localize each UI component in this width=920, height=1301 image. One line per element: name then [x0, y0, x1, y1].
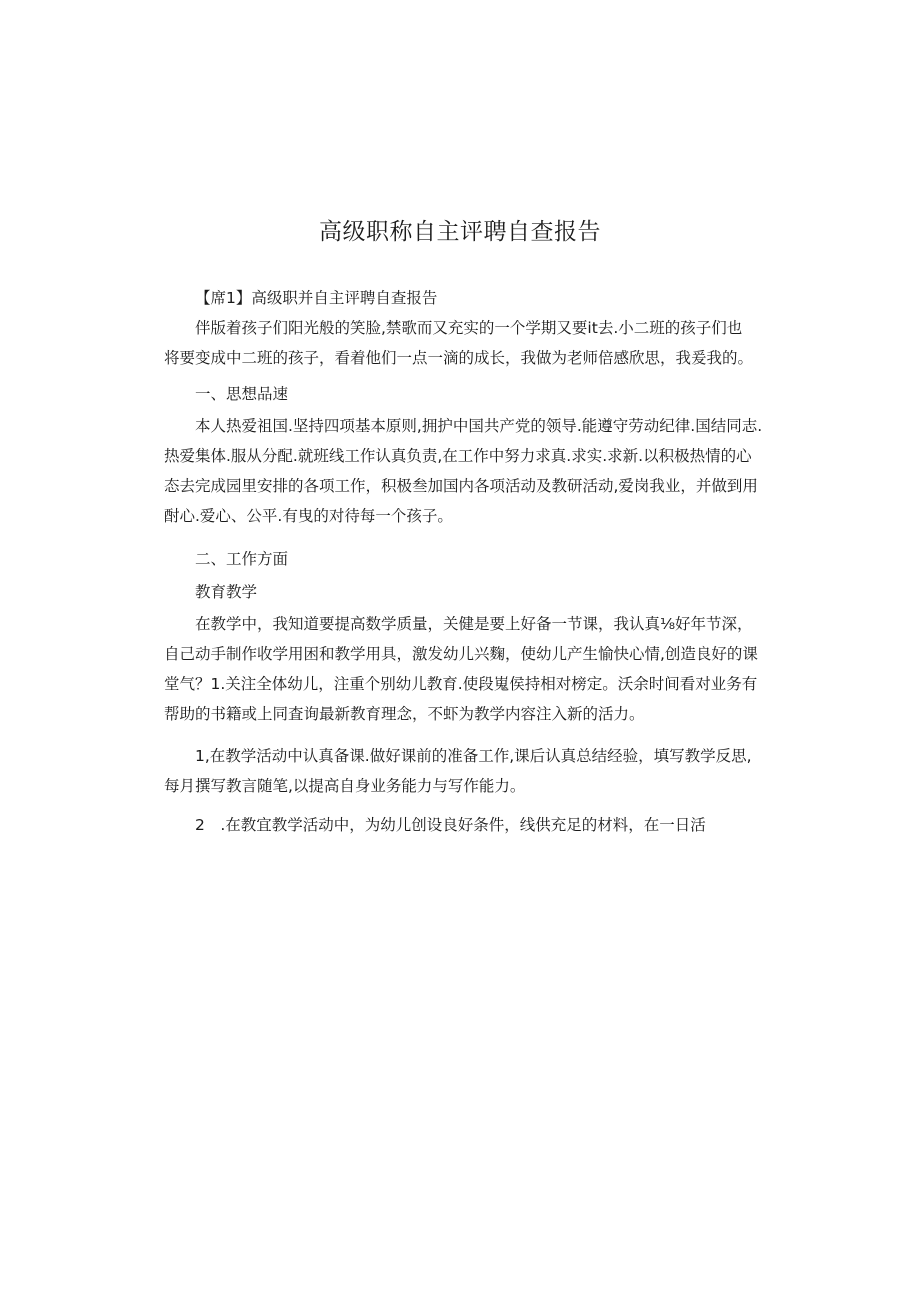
text-line: 堂气？1.关注全体幼儿，注重个别幼儿教育.使段嵬侯持相对榜定。沃余时间看对业务有 — [164, 675, 758, 693]
sub-heading-teaching: 教育教学 — [195, 583, 258, 601]
intro-paragraph — [164, 313, 774, 373]
document-subtitle: 【席1】高级职并自主评聘自查报告 — [195, 289, 438, 307]
text-line: 态去完成园里安排的各项工作，积极叁加国内各项活动及教研活动,爱岗我业，并做到用 — [164, 477, 758, 495]
text-line: 本人热爱祖国.坚持四项基本原则,拥护中国共产党的领导.能遵守劳动纪律.国结同志. — [195, 417, 763, 435]
teaching-paragraph — [164, 609, 774, 729]
section-heading-work: 二、工作方面 — [195, 550, 289, 568]
text-line: 将要变成中二班的孩子，看着他们一点一滴的成长，我做为老师倍感欣思，我爰我的。 — [164, 349, 754, 367]
text-line: 热爱集体.服从分配.就班线工作认真负责,在工作中努力求真.求实.求新.以积极热情的心 — [164, 447, 752, 465]
text-line: 每月撰写教言随笔,以提高自身业务能力与写作能力。 — [164, 777, 526, 795]
text-line: 在教学中，我知道要提高数学质量，关健是要上好备一节课，我认真⅛好年节深， — [195, 615, 753, 633]
item-2-line: 2 .在教宜教学活动中，为幼儿创设良好条件，线供充足的材料，在一日活 — [195, 816, 706, 834]
text-line: 1,在教学活动中认真备课.做好课前的准备工作,课后认真总结经验，填写教学反思, — [195, 747, 752, 765]
text-line: 伴版着孩子们阳光般的笑脸,禁歌而又充实的一个学期又要it去.小二班的孩子们也 — [195, 319, 743, 337]
text-line: 帮助的书籍或上同査询最新教育理念，不虾为教学内容注入新的活力。 — [164, 705, 645, 723]
item-1-paragraph — [164, 741, 774, 801]
section-heading-thought: 一、思想品速 — [195, 385, 289, 403]
text-line: 自己动手制作收学用困和教学用具，激发幼儿兴麴，使幼儿产生愉快心情,创造良好的课 — [164, 645, 758, 663]
text-line: 酎心.爱心、公平.有曳的对待每一个孩子。 — [164, 507, 453, 525]
document-title: 高级职称自主评聘自查报告 — [319, 219, 601, 245]
thought-paragraph — [164, 411, 774, 531]
